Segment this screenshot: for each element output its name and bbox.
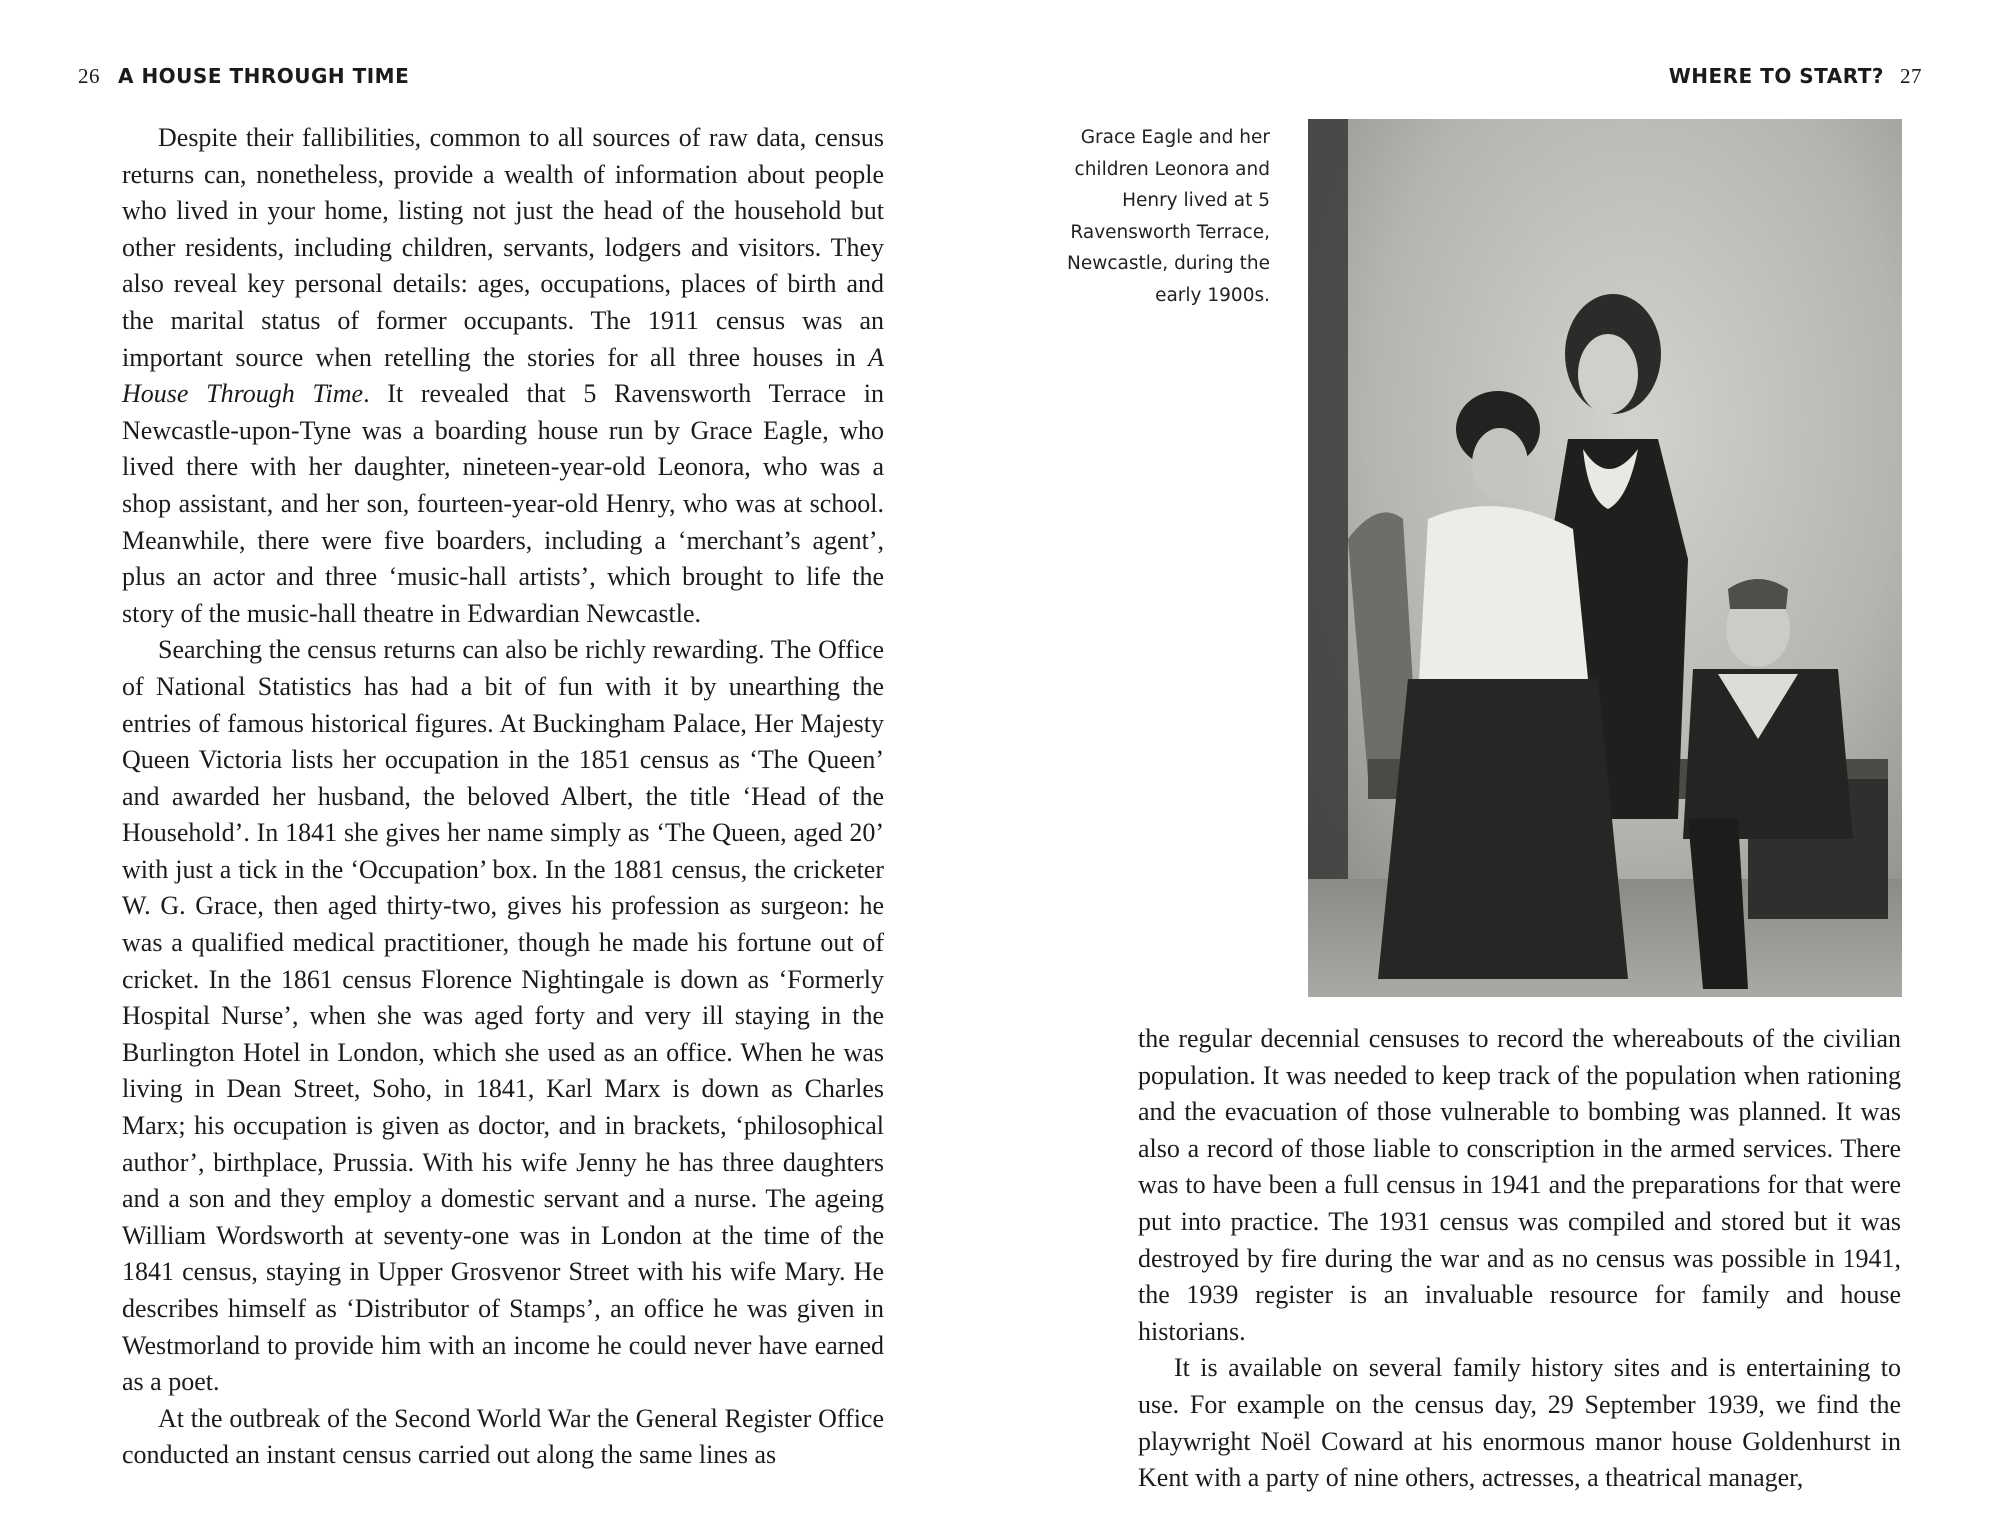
- text-run: It is available on several family history sites and is entertaining to use. For example on the census day, 29 September 1939, we find the playwright Noël Coward at his enormous manor house Goldenhurst in Kent with a party of nine others, actresses, a theatrical manager,: [1138, 1353, 1901, 1493]
- book-title-italic: A House Through Time: [122, 342, 884, 409]
- family-photograph: [1308, 119, 1902, 997]
- left-body-text: [122, 120, 884, 1474]
- paragraph-noel-coward: [1138, 1350, 1901, 1496]
- text-run: the regular decennial censuses to record the whereabouts of the civilian population. It was needed to keep track of the population when rationing and the evacuation of those vulnerable to bombing was planned. It was also a record of those liable to conscription in the armed services. There was to have been a full census in 1941 and the preparations for that were put into practice. The 1931 census was compiled and stored but it was destroyed by fire during the war and as no census was possible in 1941, the 1939 register is an invaluable resource for family and house historians.: [1138, 1024, 1901, 1346]
- paragraph-1939-register: [1138, 1021, 1901, 1350]
- photograph-illustration: [1308, 119, 1902, 997]
- paragraph-famous-figures: [122, 632, 884, 1400]
- paragraph-census-returns: [122, 120, 884, 632]
- photo-caption: Grace Eagle and her children Leonora and Henry lived at 5 Ravensworth Terrace, Newcastle, during the early 1900s.: [1067, 127, 1270, 306]
- right-body-text: [1138, 1021, 1901, 1497]
- chapter-title-header: WHERE TO START?: [1668, 64, 1884, 88]
- text-run: Searching the census returns can also be richly rewarding. The Office of National Statistics has had a bit of fun with it by unearthing the entries of famous historical figures. At Buckingham Palace, Her Majesty Queen Victoria lists her occupation in the 1851 census as ‘The Queen’ and awarded her husband, the beloved Albert, the title ‘Head of the Household’. In 1841 she gives her name simply as ‘The Queen, aged 20’ with just a tick in the ‘Occupation’ box. In the 1881 census, the cricketer W. G. Grace, then aged thirty-two, gives his profession as surgeon: he was a qualified medical practitioner, though he made his fortune out of cricket. In the 1861 census Florence Nightingale is down as ‘Formerly Hospital Nurse’, when she was aged forty and very ill staying in the Burlington Hotel in London, which she used as an office. When he was living in Dean Street, Soho, in 1841, Karl Marx is down as Charles Marx; his occupation is given as doctor, and in brackets, ‘philosophical author’, birthplace, Prussia. With his wife Jenny he has three daughters and a son and they employ a domestic servant and a nurse. The ageing William Wordsworth at seventy-one was in London at the time of the 1841 census, staying in Upper Grosvenor Street with his wife Mary. He describes himself as ‘Distributor of Stamps’, an office he was given in Westmorland to provide him with an income he could never have earned as a poet.: [122, 635, 884, 1397]
- text-run: . It revealed that 5 Ravensworth Terrace in Newcastle-upon-Tyne was a boarding house run by Grace Eagle, who lived there with her daughter, nineteen-year-old Leonora, who was a shop assistant, and her son, fourteen-year-old Henry, who was at school. Meanwhile, there were five boarders, including a ‘merchant’s agent’, plus an actor and three ‘music-hall artists’, which brought to life the story of the music-hall theatre in Edwardian Newcastle.: [122, 379, 884, 628]
- page-number-left: 26: [78, 64, 100, 88]
- right-page: [1000, 0, 2000, 1528]
- text-run: At the outbreak of the Second World War the General Register Office conducted an instant census carried out along the same lines as: [122, 1403, 884, 1470]
- book-title-header: A HOUSE THROUGH TIME: [118, 64, 410, 88]
- running-head-right: [1669, 64, 1922, 89]
- text-run: Despite their fallibilities, common to all sources of raw data, census returns can, nonetheless, provide a wealth of information about people who lived in your home, listing not just the head of the household but other residents, including children, servants, lodgers and visitors. They also reveal key personal details: ages, occupations, places of birth and the marital status of former occupants. The 1911 census was an important source when retelling the stories for all three houses in: [122, 123, 884, 372]
- page-number-right: 27: [1900, 64, 1922, 88]
- running-head-left: [78, 64, 409, 89]
- paragraph-second-world-war: [122, 1401, 884, 1474]
